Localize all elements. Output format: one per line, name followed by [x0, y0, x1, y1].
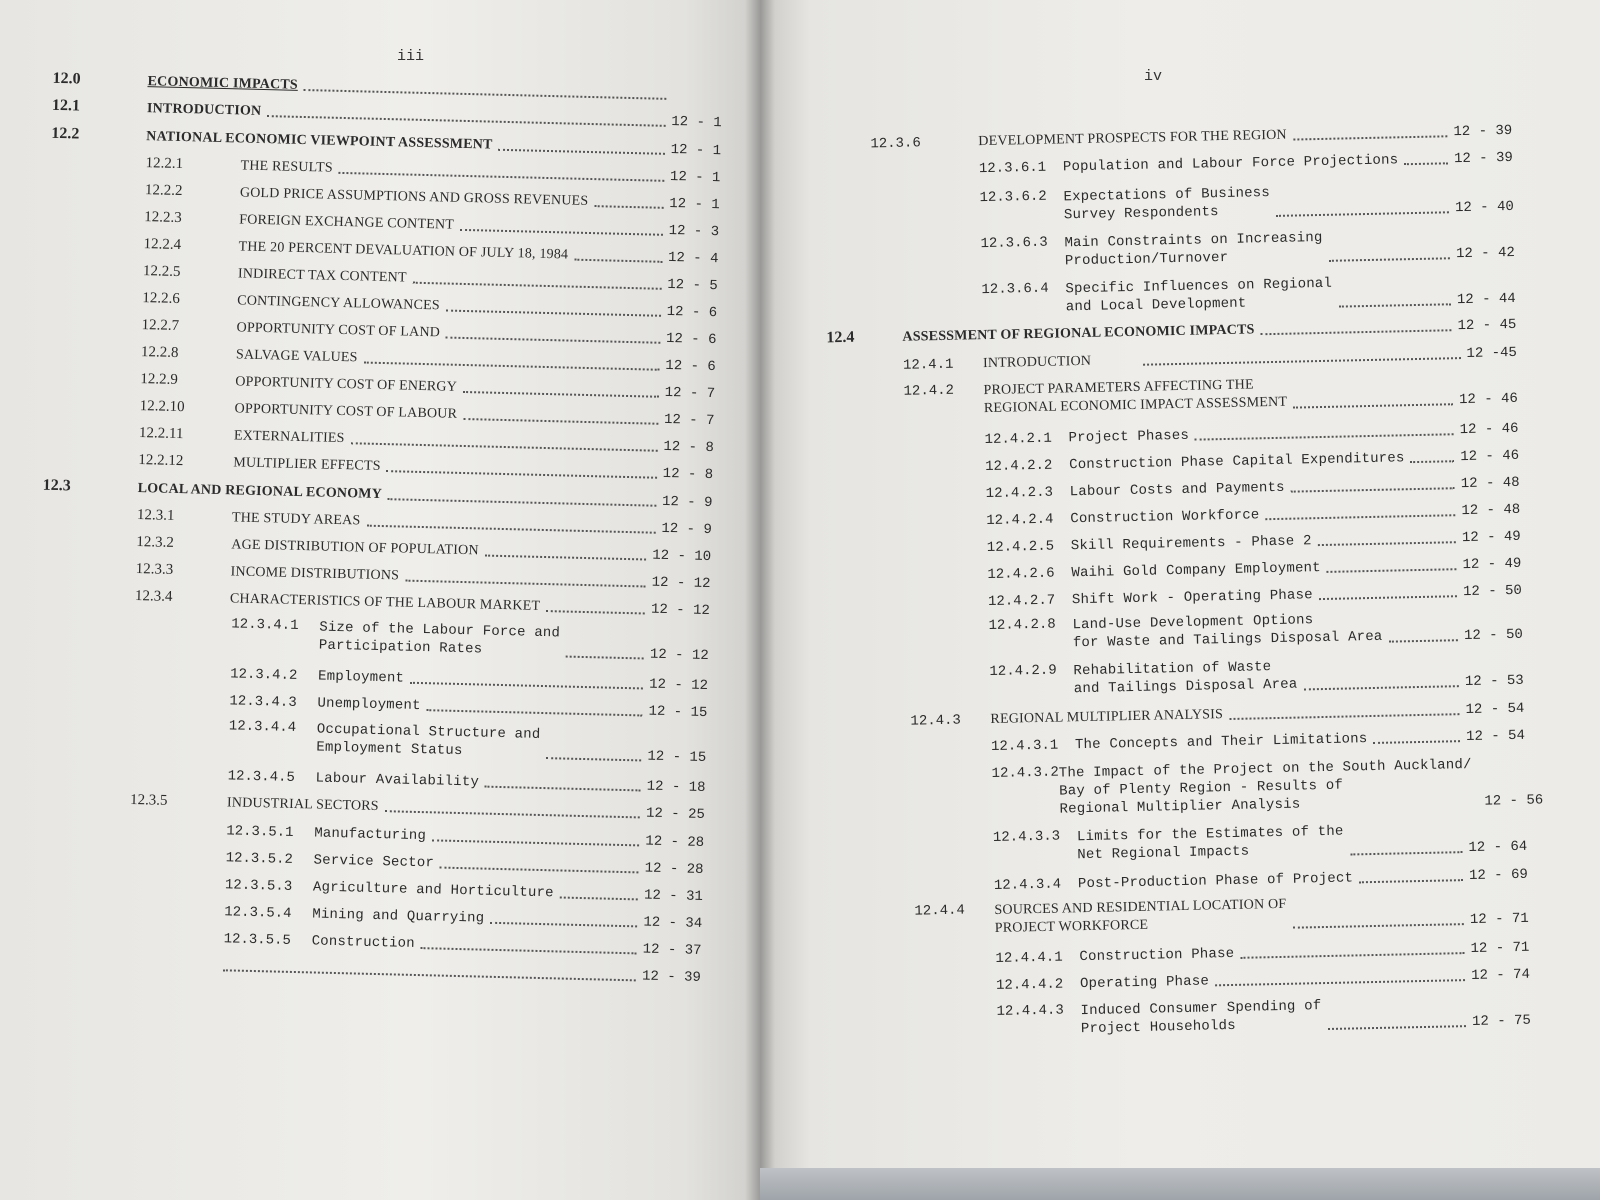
toc-num: 12.4.3.1: [990, 737, 1059, 755]
toc-num: 12.3.4.5: [227, 768, 296, 786]
toc-title: Operating Phase: [1079, 973, 1210, 993]
toc-entry-12-2-1: [145, 154, 720, 186]
toc-page: 12 - 9: [661, 520, 713, 539]
toc-num: 12.2.12: [138, 452, 184, 470]
toc-title: The Impact of the Project on the South Auckland/: [1058, 756, 1472, 782]
dot-leader: [223, 953, 637, 981]
toc-num: 12.4.2.1: [984, 430, 1052, 449]
toc-num: 12.3.4.3: [229, 693, 297, 711]
dot-leader: [1327, 552, 1457, 573]
toc-num: 12.3.4: [134, 588, 173, 605]
toc-entry-12-4-1: [903, 343, 1517, 374]
toc-entry-12-2-6: [142, 289, 717, 321]
toc-num: 12.3.5: [129, 791, 168, 809]
toc-num: 12.3: [42, 476, 71, 495]
toc-title: INTRODUCTION: [982, 353, 1092, 372]
toc-title-line-2: PROJECT WORKFORCE: [994, 917, 1149, 936]
toc-page: 12 - 7: [663, 411, 715, 430]
toc-num: 12.3.4.4: [228, 718, 297, 736]
toc-title: AGE DISTRIBUTION OF POPULATION: [231, 537, 479, 559]
toc-title-line-2: Project Households: [1080, 1017, 1236, 1038]
toc-page: 12 - 1: [669, 195, 720, 214]
toc-title-line-2: for Waste and Tailings Disposal Area: [1072, 628, 1383, 652]
dot-leader: [432, 823, 640, 846]
toc-page: 12 - 44: [1456, 290, 1516, 309]
toc-num: 12.4.4.1: [995, 949, 1063, 967]
toc-num: 12.2.10: [139, 398, 185, 416]
toc-num: 12.4.3.3: [992, 828, 1061, 846]
toc-title: Labour Availability: [315, 770, 480, 791]
toc-title: Land-Use Development Options: [1072, 612, 1314, 634]
toc-num: 12.4.2: [903, 382, 955, 400]
toc-title: SALVAGE VALUES: [235, 347, 358, 366]
toc-entry-12-2-5: [143, 262, 718, 294]
toc-page: 12 - 18: [646, 778, 706, 797]
toc-page: 12 - 3: [668, 222, 720, 241]
toc-num: 12.3.1: [136, 507, 175, 524]
toc-entry-12-4-4-3: [996, 993, 1531, 1040]
toc-num: 12.4.2.4: [986, 511, 1054, 530]
toc-title: Project Phases: [1068, 427, 1190, 447]
dot-leader: [446, 294, 661, 317]
toc-page: 12 - 54: [1465, 700, 1525, 719]
toc-title: Employment: [317, 668, 405, 687]
toc-title-line-2: and Local Development: [1065, 295, 1247, 316]
dot-leader: [498, 133, 665, 155]
toc-title-line-2: Employment Status: [316, 739, 463, 760]
left-toc: [0, 0, 760, 1200]
toc-entry-12-3-3: [135, 560, 710, 592]
dot-leader: [387, 454, 658, 479]
toc-title: Rehabilitation of Waste: [1073, 659, 1272, 680]
toc-entry-12-3-4-1: [231, 616, 710, 664]
toc-title: THE RESULTS: [240, 158, 334, 176]
toc-entry-12-3-5-1: [226, 821, 704, 851]
toc-page: 12 - 40: [1454, 198, 1515, 217]
toc-page: 12 - 15: [647, 748, 707, 767]
toc-page: 12 - 39: [641, 968, 702, 986]
dot-leader: [485, 539, 647, 561]
toc-num: 12.4.3: [910, 712, 962, 730]
toc-entry-12-3-6-4: [981, 271, 1516, 318]
dot-leader: [427, 693, 643, 716]
dot-leader: [267, 99, 665, 127]
dot-leader: [1195, 417, 1454, 440]
toc-entry-12-3-5: [130, 791, 705, 823]
toc-title: GOLD PRICE ASSUMPTIONS AND GROSS REVENUES: [239, 185, 589, 209]
toc-entry-12-3-4-3: [229, 691, 707, 721]
toc-entry-12-4-3-4: [994, 865, 1528, 894]
dot-leader: [1290, 471, 1454, 492]
toc-num: 12.3.5.4: [224, 904, 292, 922]
toc-num: 12.3.6.3: [980, 234, 1048, 253]
dot-leader: [1215, 963, 1465, 986]
toc-title: Specific Influences on Regional: [1065, 275, 1333, 298]
toc-entry-12-2-7: [141, 316, 716, 348]
toc-entry-12-3-1: [137, 506, 712, 538]
toc-page: 12 - 37: [642, 941, 702, 959]
toc-num: 12.2.7: [141, 317, 180, 335]
dot-leader: [1143, 341, 1461, 366]
toc-title: Labour Costs and Payments: [1069, 479, 1285, 501]
toc-page: 12 - 1: [669, 168, 721, 187]
toc-page: 12 - 71: [1470, 939, 1530, 957]
toc-entry-12-0: [52, 70, 672, 103]
toc-title: OPPORTUNITY COST OF ENERGY: [235, 374, 458, 395]
toc-entry-12-4-2-7: [988, 581, 1522, 610]
toc-title: Shift Work - Operating Phase: [1071, 587, 1313, 609]
dot-leader: [1265, 498, 1455, 520]
toc-num: 12.2.3: [144, 209, 182, 227]
toc-page: 12 - 12: [651, 574, 711, 593]
toc-entry-12-4-3-3: [993, 819, 1528, 866]
dot-leader: [565, 640, 644, 660]
dot-leader: [421, 931, 637, 954]
toc-page: 12 - 75: [1471, 1012, 1532, 1030]
toc-num: 12.4.2.9: [989, 662, 1057, 681]
toc-entry-12-3-5-4: [224, 902, 702, 932]
toc-title: Occupational Structure and: [316, 721, 541, 743]
dot-leader: [490, 906, 638, 928]
toc-num: 12.2: [51, 124, 80, 143]
dot-leader: [1410, 444, 1454, 463]
toc-page: 12 - 28: [645, 833, 705, 851]
toc-entry-12-3-6-1: [979, 148, 1513, 177]
toc-entry-12-4-4-2: [996, 965, 1530, 994]
toc-num: 12.4.1: [902, 356, 954, 374]
dot-leader: [574, 243, 662, 263]
toc-page: 12 - 31: [643, 887, 704, 905]
toc-page: 12 - 25: [645, 805, 706, 823]
toc-title: Population and Labour Force Projections: [1062, 152, 1399, 176]
toc-title: Construction Workforce: [1070, 507, 1260, 528]
toc-page: 12 - 28: [644, 860, 704, 878]
toc-entry-12-2-8: [141, 343, 716, 375]
page-number-iv: iv: [1144, 68, 1163, 85]
toc-num: 12.2.8: [140, 344, 179, 362]
toc-title: Manufacturing: [314, 825, 427, 845]
dot-leader: [460, 213, 663, 236]
dot-leader: [485, 770, 641, 792]
toc-page: 12 - 12: [649, 676, 709, 695]
dot-leader: [1229, 697, 1460, 720]
toc-title: INDUSTRIAL SECTORS: [226, 795, 379, 815]
toc-num: 12.4.3.2: [991, 764, 1059, 782]
toc-title-line-2: Production/Turnover: [1064, 249, 1229, 270]
toc-page: 12 - 39: [1453, 122, 1513, 141]
dot-leader: [388, 482, 657, 507]
toc-num: 12.3.3: [135, 561, 174, 578]
toc-title: Expectations of Business: [1063, 185, 1271, 206]
toc-num: 12.3.4.1: [231, 616, 299, 635]
toc-page: 12 - 34: [643, 914, 703, 932]
dot-leader: [351, 426, 658, 451]
toc-num: 12.4.2.3: [985, 484, 1054, 503]
toc-num: 12.2.4: [143, 236, 182, 254]
dot-leader: [1303, 669, 1459, 690]
toc-entry-trailing-page: [223, 956, 701, 986]
dot-leader: [546, 741, 642, 761]
toc-title: Main Constraints on Increasing: [1064, 229, 1323, 252]
dot-leader: [1404, 146, 1448, 165]
toc-page: 12 - 4: [667, 249, 719, 268]
toc-title: FOREIGN EXCHANGE CONTENT: [239, 212, 455, 233]
toc-num: 12.0: [52, 69, 81, 88]
toc-title: THE STUDY AREAS: [231, 510, 361, 529]
toc-num: 12.3.6.4: [981, 280, 1049, 299]
toc-title: Unemployment: [317, 695, 421, 715]
toc-title: Induced Consumer Spending of: [1080, 998, 1322, 1020]
toc-page: 12 - 12: [650, 601, 711, 620]
toc-page: 12 - 53: [1464, 672, 1524, 691]
toc-title: REGIONAL MULTIPLIER ANALYSIS: [990, 707, 1224, 727]
toc-title-line-2: Participation Rates: [318, 637, 483, 658]
dot-leader: [1328, 1009, 1467, 1030]
toc-entry-12-3-4-4: [228, 718, 707, 766]
toc-page: 12 - 45: [1457, 316, 1517, 335]
toc-entry-12-3-6-2: [979, 179, 1514, 226]
toc-num: 12.2.5: [142, 263, 181, 281]
toc-page: 12 - 46: [1460, 447, 1520, 466]
toc-page: 12 - 50: [1463, 626, 1523, 645]
toc-page: 12 - 1: [671, 113, 722, 132]
toc-title: CONTINGENCY ALLOWANCES: [237, 293, 440, 314]
toc-title: Skill Requirements - Phase 2: [1070, 533, 1312, 555]
dot-leader: [1388, 623, 1458, 642]
toc-page: 12 -45: [1466, 344, 1518, 362]
dot-leader: [1293, 119, 1448, 140]
dot-leader: [1240, 936, 1465, 959]
toc-page: 12 - 7: [664, 384, 716, 403]
table-surface: [760, 1168, 1600, 1200]
toc-title: Limits for the Estimates of the: [1076, 823, 1344, 846]
toc-entry-12-4-2-8: [988, 607, 1523, 654]
right-toc: [760, 0, 1600, 1200]
toc-entry-12-4-4: [914, 891, 1529, 940]
dot-leader: [1350, 835, 1463, 855]
dot-leader: [440, 851, 639, 874]
toc-num: 12.1: [51, 96, 81, 115]
dot-leader: [1292, 907, 1464, 929]
toc-entry-12-3-6-3: [980, 225, 1515, 272]
dot-leader: [1329, 241, 1450, 262]
toc-title: LOCAL AND REGIONAL ECONOMY: [137, 481, 383, 503]
toc-title: Construction Phase: [1079, 945, 1235, 966]
toc-entry-12-3-2: [136, 533, 711, 565]
toc-num: 12.4.4: [914, 902, 966, 920]
toc-title: ECONOMIC IMPACTS: [147, 74, 299, 93]
dot-leader: [366, 509, 655, 534]
toc-title-line-2: REGIONAL ECONOMIC IMPACT ASSESSMENT: [983, 394, 1288, 417]
toc-entry-12-3-5-3: [225, 875, 703, 905]
toc-page: 12 - 15: [648, 703, 708, 722]
toc-num: 12.3.6: [870, 135, 921, 153]
toc-page: 12 - 39: [1453, 149, 1513, 168]
toc-page: 12 - 8: [662, 465, 714, 484]
dot-leader: [1338, 287, 1451, 307]
dot-leader: [1293, 387, 1453, 408]
page-number-iii: iii: [397, 48, 425, 65]
dot-leader: [446, 321, 660, 344]
toc-title: SOURCES AND RESIDENTIAL LOCATION OF: [994, 896, 1287, 918]
toc-title: Mining and Quarrying: [312, 906, 485, 927]
toc-num: 12.4.4.2: [995, 976, 1064, 994]
toc-title-line-2: Survey Respondents: [1063, 204, 1219, 224]
toc-entry-12-2-9: [140, 370, 715, 402]
toc-page: 12 - 49: [1461, 528, 1521, 547]
toc-page: 12 - 12: [649, 646, 709, 665]
toc-num: 12.4: [826, 328, 855, 347]
toc-title: INCOME DISTRIBUTIONS: [230, 564, 400, 584]
dot-leader: [413, 266, 662, 290]
toc-title: Agriculture and Horticulture: [312, 879, 554, 902]
dot-leader: [1318, 579, 1457, 600]
toc-page: 12 - 46: [1458, 390, 1519, 409]
toc-num: 12.4.2.8: [988, 616, 1056, 635]
dot-leader: [1276, 195, 1449, 217]
toc-entry-12-3-4: [135, 587, 710, 619]
toc-num: 12.3.2: [136, 534, 175, 551]
toc-num: 12.2.2: [144, 182, 183, 200]
toc-title: Construction Phase Capital Expenditures: [1068, 450, 1405, 474]
dot-leader: [1359, 863, 1463, 883]
toc-title: INTRODUCTION: [146, 101, 262, 119]
toc-page: 12 - 6: [665, 357, 716, 376]
toc-num: 12.4.2.6: [987, 565, 1055, 584]
toc-entry-12-2-3: [144, 208, 719, 240]
toc-title: ASSESSMENT OF REGIONAL ECONOMIC IMPACTS: [902, 322, 1255, 345]
toc-page: 12 - 48: [1461, 501, 1521, 520]
toc-title: Construction: [311, 933, 416, 952]
toc-entry-12-1: [52, 97, 722, 131]
toc-page: 12 - 5: [667, 276, 718, 295]
toc-page: 12 - 69: [1468, 866, 1528, 885]
left-page: [0, 0, 760, 1200]
toc-title: PROJECT PARAMETERS AFFECTING THE: [983, 377, 1254, 399]
toc-page: 12 - 54: [1465, 727, 1526, 746]
toc-num: 12.2.9: [140, 371, 179, 388]
dot-leader: [594, 189, 663, 209]
toc-page: 12 - 50: [1462, 582, 1523, 601]
toc-page: 12 - 64: [1468, 838, 1528, 857]
toc-title-line-2: and Tailings Disposal Area: [1073, 676, 1298, 698]
toc-title: MULTIPLIER EFFECTS: [233, 455, 381, 474]
toc-title: OPPORTUNITY COST OF LAND: [236, 320, 441, 341]
toc-num: 12.4.2.7: [987, 592, 1056, 611]
toc-num: 12.2.6: [142, 290, 180, 308]
dot-leader: [1260, 313, 1451, 335]
toc-page: 12 - 49: [1462, 555, 1522, 574]
toc-num: 12.3.5.3: [224, 877, 293, 895]
dot-leader: [405, 564, 646, 588]
dot-leader: [410, 666, 644, 690]
toc-entry-12-4-3-2: [991, 755, 1544, 820]
toc-title: Service Sector: [313, 852, 435, 872]
dot-leader: [304, 73, 667, 100]
toc-page: 12 - 46: [1459, 420, 1519, 439]
toc-num: 12.3.5.1: [226, 823, 294, 841]
toc-num: 12.4.2.2: [985, 457, 1053, 476]
toc-entry-12-2-10: [139, 397, 714, 429]
right-page: [760, 0, 1600, 1200]
dot-leader: [385, 794, 641, 818]
toc-page: 12 - 6: [665, 330, 717, 349]
toc-title-line-3: Regional Multiplier Analysis: [1059, 796, 1301, 818]
toc-num: 12.3.6.1: [978, 159, 1047, 178]
toc-num: 12.4.3.4: [993, 876, 1062, 894]
toc-title: INDIRECT TAX CONTENT: [237, 266, 407, 286]
toc-title: Post-Production Phase of Project: [1077, 870, 1354, 893]
toc-title: NATIONAL ECONOMIC VIEWPOINT ASSESSMENT: [146, 129, 493, 153]
dot-leader: [339, 156, 665, 182]
toc-title: Waihi Gold Company Employment: [1071, 560, 1321, 582]
toc-page: 12 - 42: [1455, 244, 1515, 263]
toc-num: 12.3.4.2: [229, 666, 298, 685]
toc-page: 12 - 6: [666, 303, 718, 322]
book-gutter-shadow: [745, 0, 775, 1200]
toc-entry-12-3-4-5: [227, 766, 705, 796]
dot-leader: [546, 594, 645, 614]
toc-title: THE 20 PERCENT DEVALUATION OF JULY 18, 1984: [238, 239, 569, 263]
toc-title: CHARACTERISTICS OF THE LABOUR MARKET: [229, 591, 541, 614]
toc-entry-12-3-5-2: [225, 848, 703, 878]
dot-leader: [560, 880, 639, 900]
dot-leader: [463, 402, 658, 425]
toc-title: OPPORTUNITY COST OF LABOUR: [234, 401, 458, 422]
toc-entry-12-4-3-1: [991, 726, 1525, 755]
toc-num: 12.2.1: [145, 155, 184, 173]
toc-entry-12-4-2-9: [989, 653, 1524, 700]
toc-title: Size of the Labour Force and: [319, 619, 561, 642]
toc-title: The Concepts and Their Limitations: [1074, 731, 1368, 754]
toc-page: 12 - 10: [652, 547, 712, 566]
toc-page: 12 - 56: [1484, 792, 1544, 810]
toc-num: 12.3.6.2: [979, 188, 1047, 207]
toc-page: 12 - 74: [1470, 966, 1531, 984]
toc-page: 12 - 9: [661, 493, 713, 512]
dot-leader: [1373, 724, 1460, 744]
toc-title: DEVELOPMENT PROSPECTS FOR THE REGION: [978, 127, 1287, 150]
toc-num: 12.2.11: [138, 425, 184, 443]
toc-entry-12-4-2: [903, 371, 1518, 420]
dot-leader: [363, 346, 659, 371]
toc-entry-12-2-11: [139, 424, 714, 456]
toc-entry-12-2-2: [145, 181, 720, 213]
toc-num: 12.3.5.5: [223, 931, 292, 949]
dot-leader: [463, 375, 659, 398]
toc-title-line-2: Net Regional Impacts: [1077, 843, 1250, 864]
toc-num: 12.4.2.5: [986, 538, 1055, 557]
toc-num: 12.4.4.3: [996, 1002, 1064, 1020]
toc-page: 12 - 71: [1469, 910, 1529, 928]
toc-title-line-2: Bay of Plenty Region - Results of: [1059, 777, 1344, 800]
toc-num: 12.3.5.2: [225, 850, 294, 868]
toc-entry-12-2-4: [143, 235, 718, 267]
toc-page: 12 - 48: [1460, 474, 1520, 493]
toc-page: 12 - 8: [663, 438, 715, 457]
toc-title: EXTERNALITIES: [233, 428, 345, 447]
dot-leader: [1317, 525, 1456, 546]
toc-page: 12 - 1: [670, 141, 722, 160]
toc-entry-12-3-4-2: [230, 664, 708, 694]
toc-entry-12-2-12: [138, 451, 713, 483]
